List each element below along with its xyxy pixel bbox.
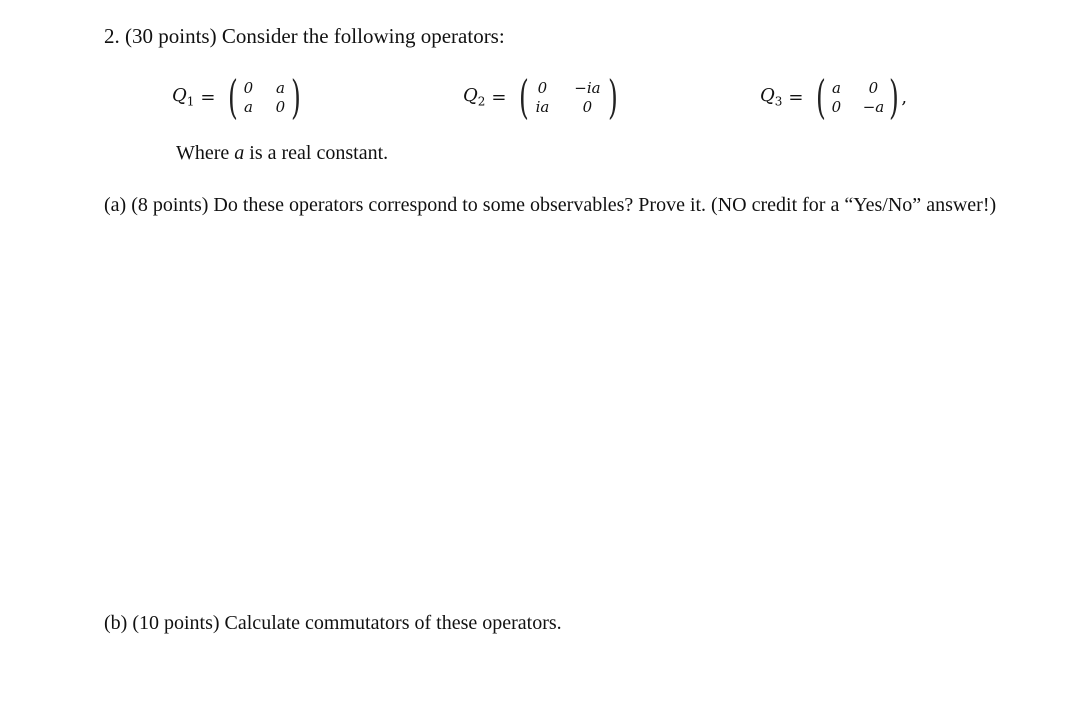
left-bracket: ( (815, 70, 826, 124)
part-b-question: (b) (10 points) Calculate commutators of these operators. (104, 612, 562, 634)
part-a-question: (a) (8 points) Do these operators correspond to some observables? Prove it. (NO credit for a “Yes/No” answer!) (104, 194, 997, 216)
matrix (241, 78, 287, 116)
matrix-cell: 0 (868, 78, 879, 97)
matrix-cell: a (831, 78, 841, 97)
matrix-cell: −ia (574, 78, 601, 97)
matrix-cell: 0 (831, 97, 842, 116)
right-bracket: ) (291, 70, 302, 124)
operator-symbol: $Q_2$ (463, 85, 486, 109)
equals-sign: = (491, 86, 507, 108)
operator-symbol: $Q_1$ (172, 85, 195, 109)
trailing-punctuation: , (901, 86, 908, 108)
operator-q2 (463, 66, 620, 128)
constant-note: Where a is a real constant. (176, 142, 389, 164)
operator-symbol: $Q_3$ (760, 85, 783, 109)
equals-sign: = (200, 86, 216, 108)
matrix (532, 78, 604, 116)
matrix-cell: 0 (275, 97, 286, 116)
left-bracket: ( (227, 70, 238, 124)
matrix-cell: ia (535, 97, 550, 116)
problem-header: 2. (30 points) Consider the following operators: (104, 24, 505, 48)
operator-q1 (172, 66, 303, 128)
matrix (829, 78, 885, 116)
left-bracket: ( (518, 70, 529, 124)
matrix-cell: −a (862, 97, 885, 116)
right-bracket: ) (608, 70, 619, 124)
matrix-cell: 0 (582, 97, 593, 116)
right-bracket: ) (889, 70, 900, 124)
matrix-cell: a (275, 78, 285, 97)
operator-definitions (0, 66, 1082, 128)
operator-q3 (760, 66, 907, 128)
matrix-cell: 0 (243, 78, 254, 97)
matrix-cell: 0 (537, 78, 548, 97)
matrix-cell: a (243, 97, 253, 116)
equals-sign: = (788, 86, 804, 108)
